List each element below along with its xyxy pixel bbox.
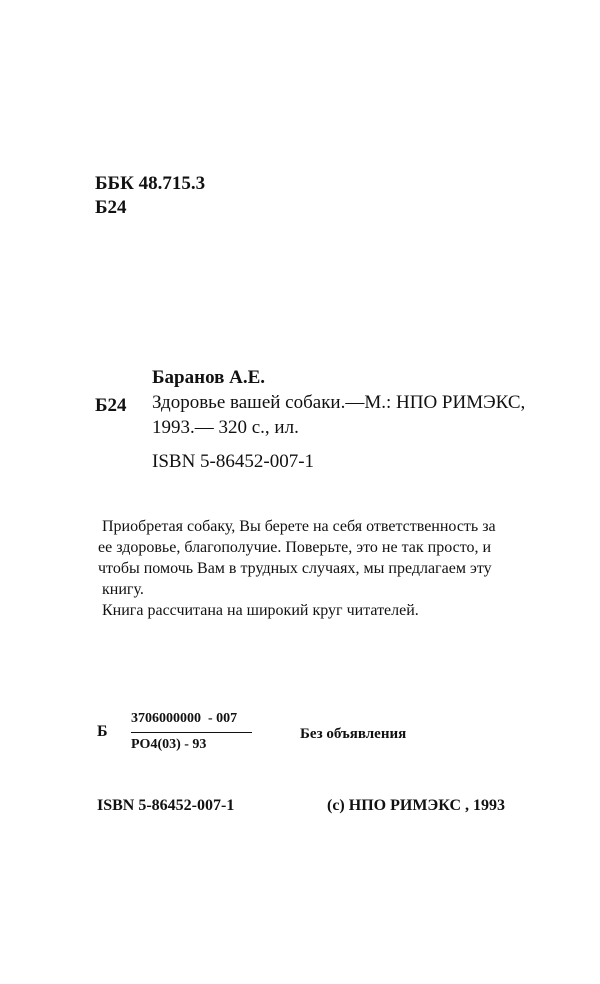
entry-isbn: ISBN 5-86452-007-1	[152, 451, 315, 472]
imprint-divider	[131, 732, 252, 733]
annotation-line: ее здоровье, благополучие. Поверьте, это не так просто, и	[98, 539, 492, 556]
imprint-code-top: 3706000000 - 007	[131, 711, 238, 726]
annotation-line: Приобретая собаку, Вы берете на себя ответственность за	[102, 518, 496, 535]
footer-isbn: ISBN 5-86452-007-1	[97, 797, 235, 814]
annotation-line: Книга рассчитана на широкий круг читателей.	[102, 602, 419, 619]
footer-copyright: (с) НПО РИМЭКС , 1993	[327, 797, 506, 814]
annotation-line: чтобы помочь Вам в трудных случаях, мы предлагаем эту	[98, 560, 492, 577]
imprint-letter: Б	[97, 723, 108, 740]
entry-author-mark: Б24	[95, 395, 127, 416]
imprint-code	[131, 711, 252, 756]
annotation-line: книгу.	[98, 581, 144, 598]
annotation	[98, 516, 496, 621]
entry-title: Здоровье вашей собаки.—М.: НПО РИМЭКС,	[152, 392, 526, 413]
no-ads-note: Без объявления	[300, 726, 407, 742]
entry-publication: 1993.— 320 с., ил.	[152, 417, 299, 438]
catalog-entry	[152, 366, 525, 441]
bbk-index: ББК 48.715.3	[95, 173, 206, 194]
classification-block	[95, 172, 205, 220]
author-mark: Б24	[95, 197, 127, 218]
imprint-code-bottom: PO4(03) - 93	[131, 737, 207, 752]
entry-author: Баранов А.Е.	[152, 367, 266, 388]
